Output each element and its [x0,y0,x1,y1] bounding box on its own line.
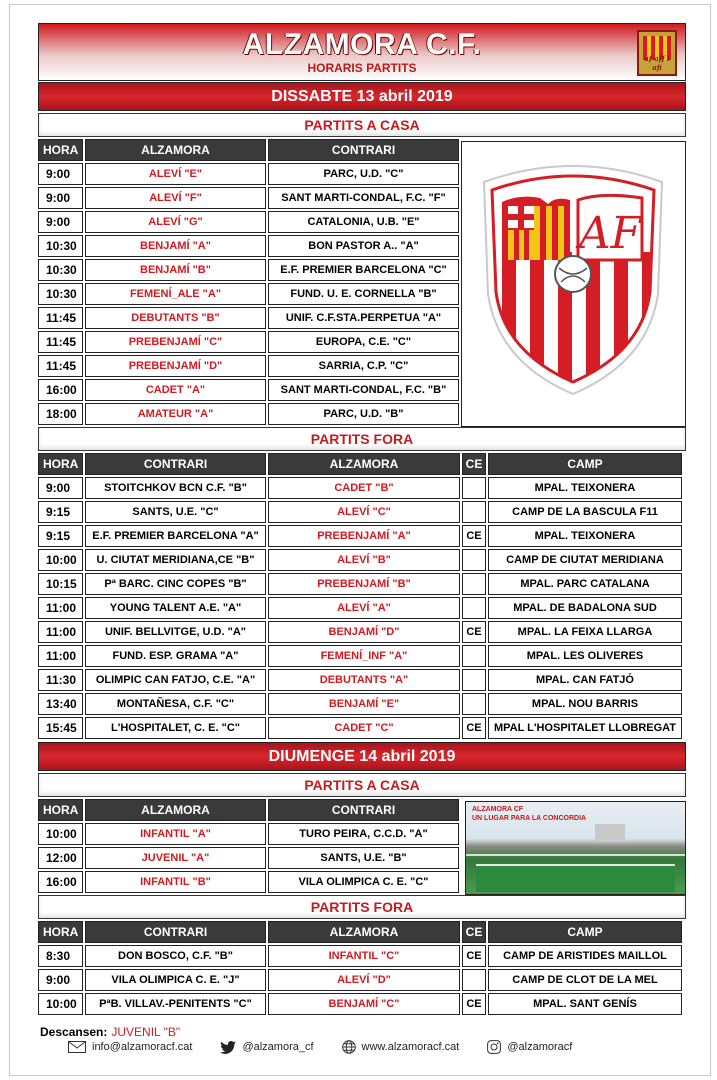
venue: MPAL. LA FEIXA LLARGA [488,621,682,643]
rival-team: SANT MARTI-CONDAL, F.C. "B" [268,379,459,401]
venue: MPAL. CAN FATJÓ [488,669,682,691]
match-time: 9:00 [38,163,83,185]
photo-caption-title: ALZAMORA CF [472,806,524,813]
crest-shield-icon [462,142,685,426]
title-banner [38,23,686,81]
table-header [38,921,686,943]
table-row [38,693,686,715]
rival-team: UNIF. BELLVITGE, U.D. "A" [85,621,266,643]
table-row [38,645,686,667]
alzamora-team: BENJAMÍ "E" [268,693,460,715]
ce-flag [462,645,486,667]
rival-team: BON PASTOR A.. "A" [268,235,459,257]
alzamora-team: BENJAMÍ "D" [268,621,460,643]
day-title-sunday: DIUMENGE 14 abril 2019 [38,742,686,771]
col-contrari: CONTRARI [85,921,266,943]
rival-team: YOUNG TALENT A.E. "A" [85,597,266,619]
table-row [38,477,686,499]
table-row [38,945,686,967]
saturday-away-rows [38,477,686,739]
twitter-text: @alzamora_cf [242,1041,314,1053]
table-header [38,453,686,475]
photo-pitch [476,864,675,892]
alzamora-team: INFANTIL "A" [85,823,266,845]
day-title-saturday: DISSABTE 13 abril 2019 [38,82,686,111]
rival-team: E.F. PREMIER BARCELONA "C" [268,259,459,281]
home-block-sunday [38,799,686,893]
alzamora-team: AMATEUR "A" [85,403,266,425]
col-contrari: CONTRARI [268,799,459,821]
venue: CAMP DE CLOT DE LA MEL [488,969,682,991]
footer-web[interactable] [342,1040,460,1054]
ce-flag [462,477,486,499]
alzamora-team: INFANTIL "C" [268,945,460,967]
footer-email[interactable] [68,1041,192,1053]
venue: MPAL L'HOSPITALET LLOBREGAT [488,717,682,739]
table-row [38,525,686,547]
rival-team: TURO PEIRA, C.C.D. "A" [268,823,459,845]
match-time: 9:00 [38,187,83,209]
match-time: 11:00 [38,621,83,643]
alzamora-team: BENJAMÍ "C" [268,993,460,1015]
rival-team: MONTAÑESA, C.F. "C" [85,693,266,715]
match-time: 13:40 [38,693,83,715]
instagram-text: @alzamoracf [507,1041,573,1053]
table-row [38,669,686,691]
alzamora-team: PREBENJAMÍ "B" [268,573,460,595]
table-row [38,717,686,739]
badge-text: af aff i afi [644,54,670,72]
instagram-icon [487,1040,501,1054]
rival-team: PARC, U.D. "C" [268,163,459,185]
venue: MPAL. NOU BARRIS [488,693,682,715]
photo-building [595,824,625,842]
venue: MPAL. PARC CATALANA [488,573,682,595]
alzamora-team: FEMENÍ_INF "A" [268,645,460,667]
venue: MPAL. TEIXONERA [488,525,682,547]
match-time: 10:30 [38,235,83,257]
section-home-saturday: PARTITS A CASA [38,113,686,137]
alzamora-team: ALEVÍ "B" [268,549,460,571]
match-time: 10:15 [38,573,83,595]
col-alzamora: ALZAMORA [85,139,266,161]
match-time: 9:00 [38,477,83,499]
rival-team: DON BOSCO, C.F. "B" [85,945,266,967]
venue: CAMP DE ARISTIDES MAILLOL [488,945,682,967]
email-icon [68,1041,86,1053]
rival-team: CATALONIA, U.B. "E" [268,211,459,233]
rival-team: UNIF. C.F.STA.PERPETUA "A" [268,307,459,329]
match-time: 12:00 [38,847,83,869]
alzamora-team: ALEVÍ "C" [268,501,460,523]
section-home-sunday: PARTITS A CASA [38,773,686,797]
schedule-subtitle: HORARIS PARTITS [307,61,417,75]
alzamora-team: BENJAMÍ "B" [85,259,266,281]
rival-team: EUROPA, C.E. "C" [268,331,459,353]
col-alzamora: ALZAMORA [268,453,460,475]
footer-contacts [68,1040,668,1054]
venue: MPAL. TEIXONERA [488,477,682,499]
match-time: 10:30 [38,259,83,281]
ce-flag: CE [462,621,486,643]
rest-label: Descansen: [40,1025,108,1039]
alzamora-team: INFANTIL "B" [85,871,266,893]
club-badge-logo [637,30,677,76]
col-contrari: CONTRARI [268,139,459,161]
col-ce: CE [462,921,486,943]
alzamora-team: DEBUTANTS "B" [85,307,266,329]
rival-team: U. CIUTAT MERIDIANA,CE "B" [85,549,266,571]
match-time: 11:30 [38,669,83,691]
alzamora-team: JUVENIL "A" [85,847,266,869]
ce-flag [462,969,486,991]
alzamora-team: CADET "A" [85,379,266,401]
col-contrari: CONTRARI [85,453,266,475]
venue: MPAL. LES OLIVERES [488,645,682,667]
table-row [38,501,686,523]
table-row [38,621,686,643]
col-alzamora: ALZAMORA [85,799,266,821]
col-alzamora: ALZAMORA [268,921,460,943]
ce-flag [462,693,486,715]
match-time: 9:15 [38,501,83,523]
match-time: 9:00 [38,969,83,991]
alzamora-team: ALEVÍ "D" [268,969,460,991]
section-away-sunday: PARTITS FORA [38,895,686,919]
rival-team: PªB. VILLAV.-PENITENTS "C" [85,993,266,1015]
match-time: 9:15 [38,525,83,547]
footer-twitter[interactable] [220,1041,313,1054]
match-time: 10:00 [38,993,83,1015]
match-time: 10:30 [38,283,83,305]
venue: MPAL. SANT GENÍS [488,993,682,1015]
ce-flag: CE [462,717,486,739]
alzamora-team: DEBUTANTS "A" [268,669,460,691]
venue: CAMP DE CIUTAT MERIDIANA [488,549,682,571]
match-time: 15:45 [38,717,83,739]
alzamora-team: PREBENJAMÍ "C" [85,331,266,353]
match-time: 10:00 [38,549,83,571]
ce-flag [462,573,486,595]
match-time: 10:00 [38,823,83,845]
alzamora-team: BENJAMÍ "A" [85,235,266,257]
photo-fence [466,854,685,856]
col-camp: CAMP [488,453,682,475]
ce-flag [462,501,486,523]
alzamora-team: PREBENJAMÍ "A" [268,525,460,547]
rest-note [38,1025,686,1039]
match-time: 18:00 [38,403,83,425]
table-row [38,597,686,619]
ce-flag: CE [462,525,486,547]
col-camp: CAMP [488,921,682,943]
section-away-saturday: PARTITS FORA [38,427,686,451]
col-hora: HORA [38,799,83,821]
table-row [38,993,686,1015]
ce-flag [462,597,486,619]
match-time: 16:00 [38,379,83,401]
stadium-photo [465,801,686,895]
alzamora-team: ALEVÍ "A" [268,597,460,619]
alzamora-team: CADET "C" [268,717,460,739]
rival-team: SARRIA, C.P. "C" [268,355,459,377]
web-text: www.alzamoracf.cat [361,1041,460,1053]
rival-team: SANT MARTI-CONDAL, F.C. "F" [268,187,459,209]
col-ce: CE [462,453,486,475]
match-time: 11:45 [38,307,83,329]
col-hora: HORA [38,921,83,943]
rival-team: L'HOSPITALET, C. E. "C" [85,717,266,739]
email-text: info@alzamoracf.cat [92,1041,193,1053]
match-time: 11:45 [38,331,83,353]
footer-instagram[interactable] [487,1040,572,1054]
table-row [38,549,686,571]
alzamora-team: FEMENÍ_ALE "A" [85,283,266,305]
photo-caption-slogan: UN LUGAR PARA LA CONCORDIA [472,815,587,822]
match-time: 16:00 [38,871,83,893]
rival-team: VILA OLIMPICA C. E. "J" [85,969,266,991]
col-hora: HORA [38,139,83,161]
schedule-sheet [38,23,686,1039]
rival-team: SANTS, U.E. "C" [85,501,266,523]
table-row [38,573,686,595]
rival-team: VILA OLIMPICA C. E. "C" [268,871,459,893]
rival-team: OLIMPIC CAN FATJO, C.E. "A" [85,669,266,691]
rival-team: FUND. U. E. CORNELLA "B" [268,283,459,305]
rival-team: FUND. ESP. GRAMA "A" [85,645,266,667]
ce-flag [462,549,486,571]
alzamora-team: ALEVÍ "E" [85,163,266,185]
rival-team: SANTS, U.E. "B" [268,847,459,869]
club-crest [461,141,686,427]
col-hora: HORA [38,453,83,475]
rival-team: STOITCHKOV BCN C.F. "B" [85,477,266,499]
match-time: 8:30 [38,945,83,967]
match-time: 11:45 [38,355,83,377]
match-time: 9:00 [38,211,83,233]
alzamora-team: PREBENJAMÍ "D" [85,355,266,377]
svg-text:AF: AF [578,208,642,259]
ce-flag: CE [462,993,486,1015]
match-time: 11:00 [38,597,83,619]
club-name: ALZAMORA C.F. [242,28,482,61]
rest-teams: JUVENIL "B" [111,1025,181,1039]
alzamora-team: ALEVÍ "F" [85,187,266,209]
sunday-away-rows [38,945,686,1015]
rival-team: Pª BARC. CINC COPES "B" [85,573,266,595]
alzamora-team: ALEVÍ "G" [85,211,266,233]
match-time: 11:00 [38,645,83,667]
rival-team: PARC, U.D. "B" [268,403,459,425]
twitter-icon [220,1041,236,1054]
globe-icon [342,1040,356,1054]
table-row [38,969,686,991]
rival-team: E.F. PREMIER BARCELONA "A" [85,525,266,547]
venue: MPAL. DE BADALONA SUD [488,597,682,619]
venue: CAMP DE LA BASCULA F11 [488,501,682,523]
home-block-saturday [38,139,686,425]
alzamora-team: CADET "B" [268,477,460,499]
ce-flag: CE [462,945,486,967]
ce-flag [462,669,486,691]
